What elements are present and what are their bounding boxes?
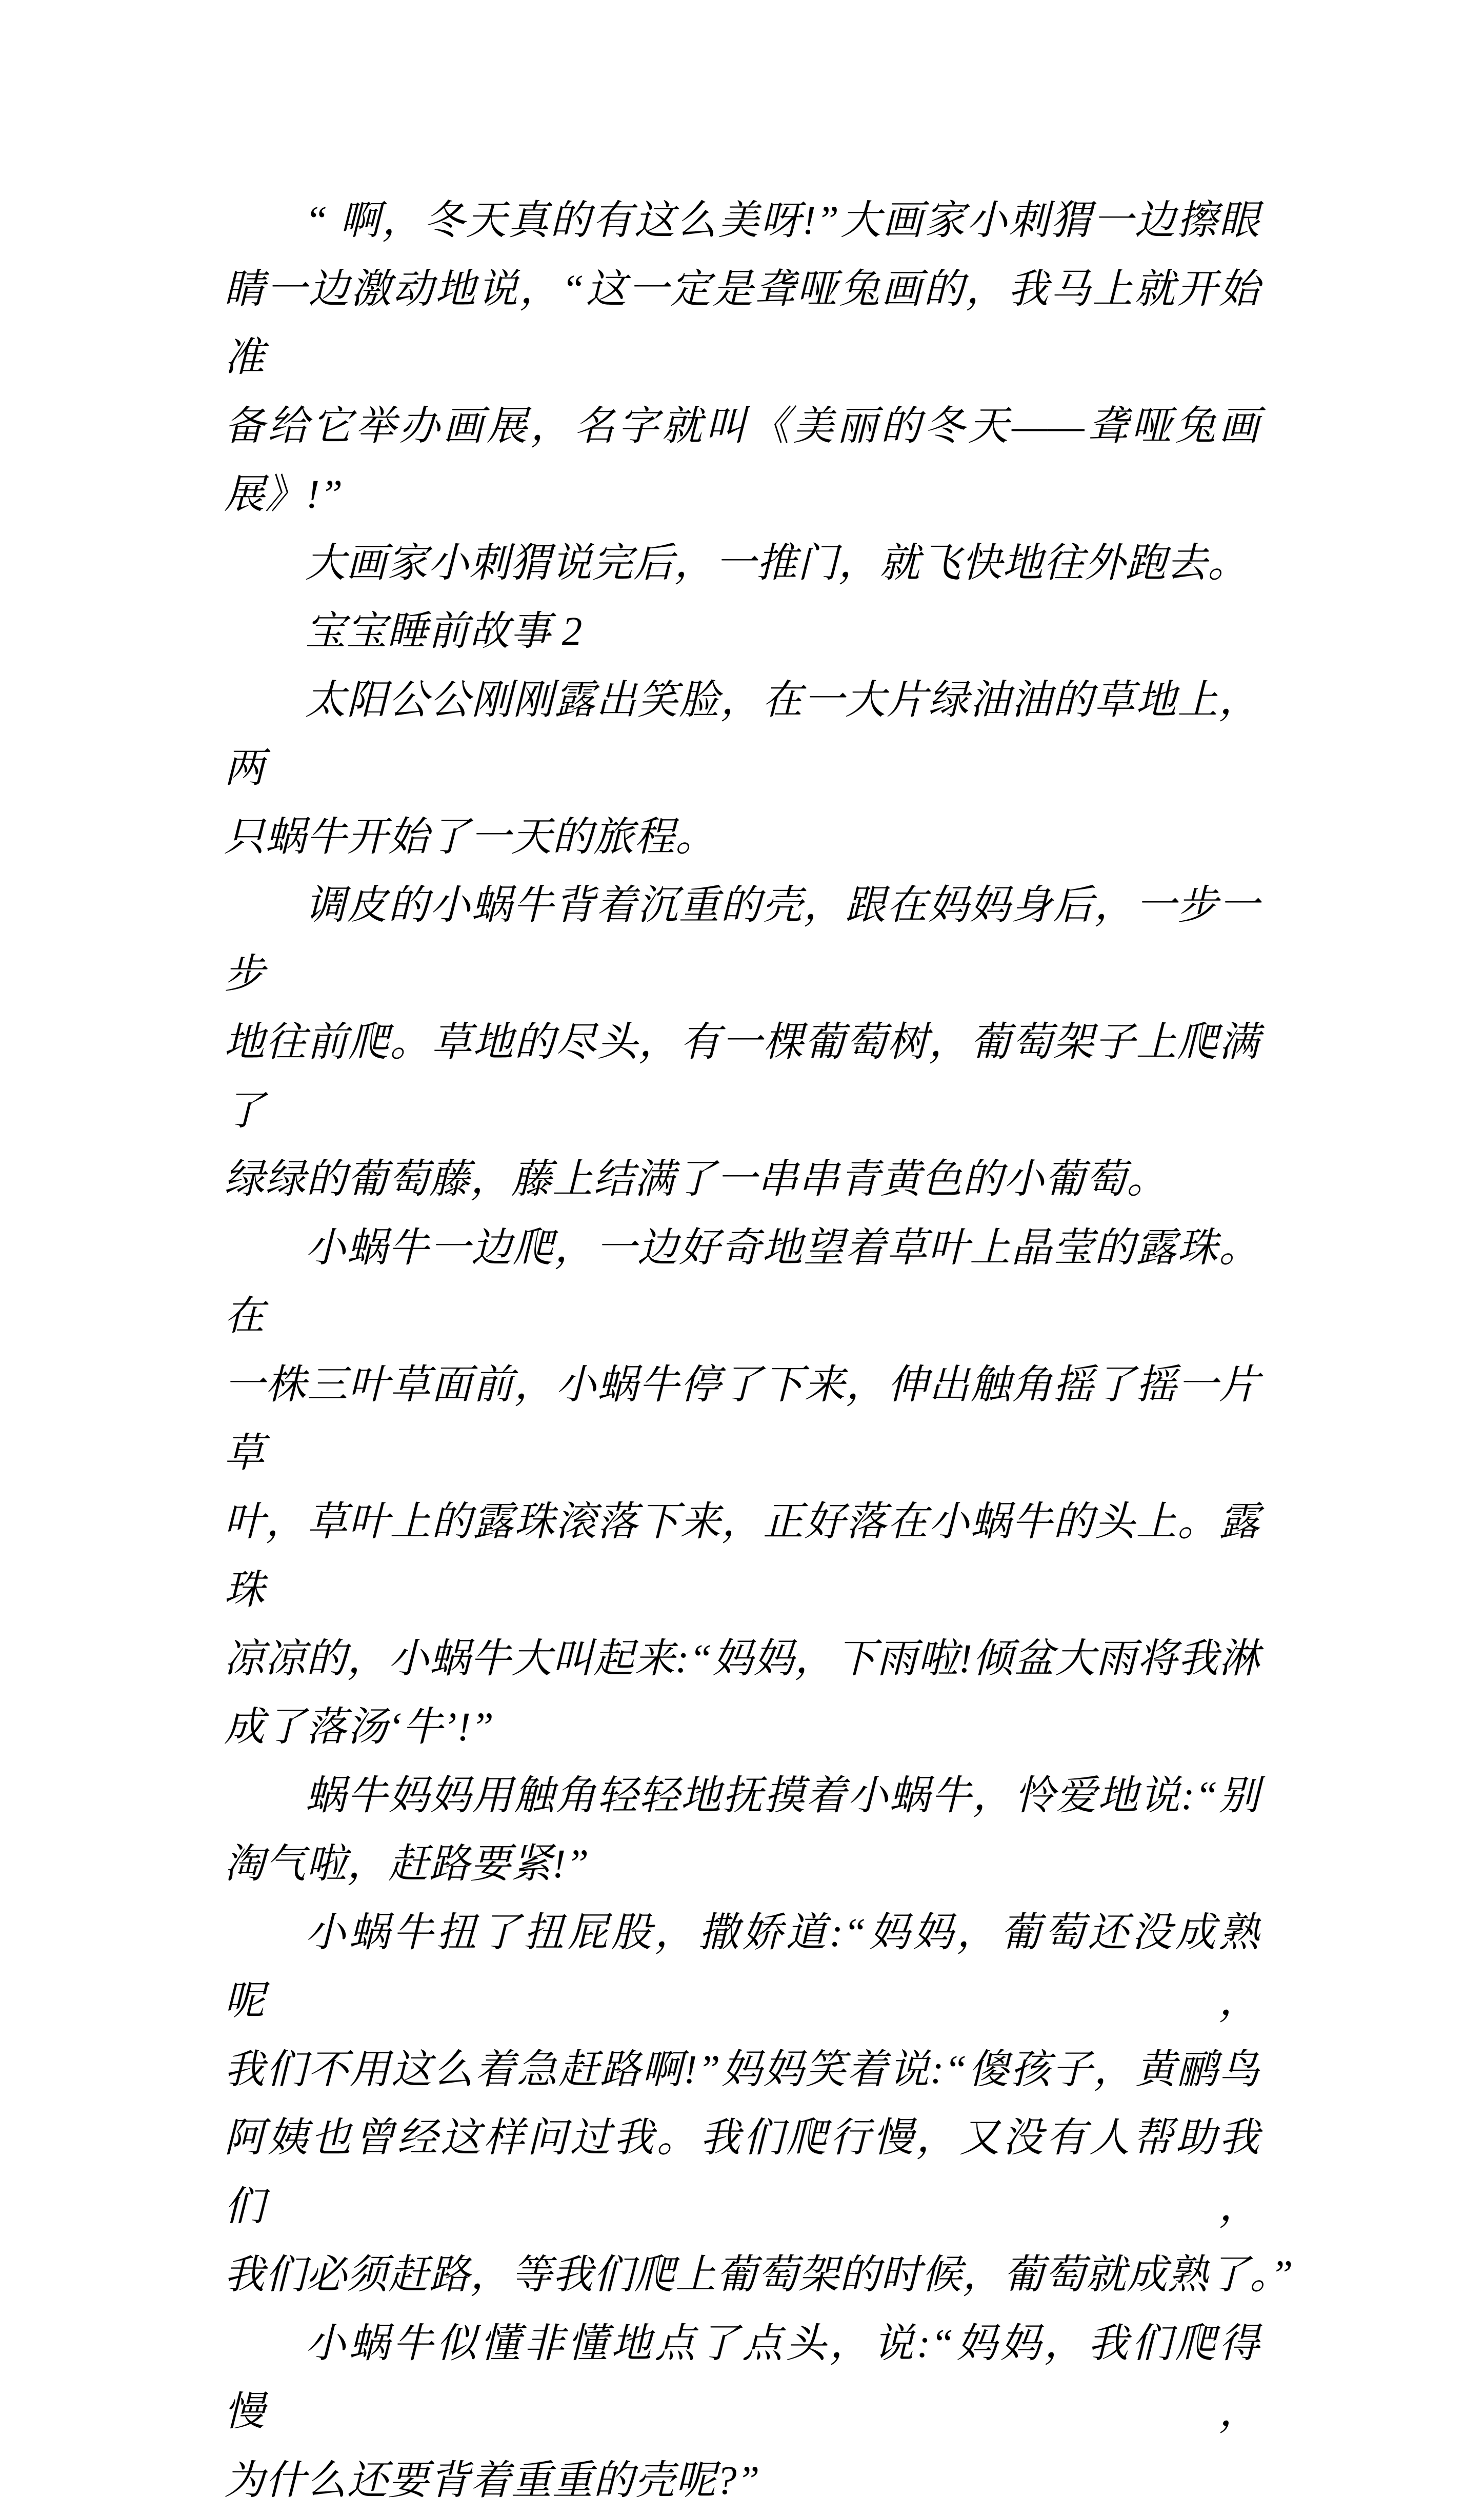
text-line: 叶，草叶上的露珠滚落下来，正好落在小蜗牛的头上。露珠: [224, 1488, 1260, 1625]
text-line: 凉凉的，小蜗牛大叫起来:“妈妈，下雨啦!倾盆大雨将我淋: [224, 1625, 1260, 1694]
text-line: 成了落汤‘牛’!”: [224, 1693, 1260, 1762]
text-line: 调皮的小蜗牛背着沉重的壳，跟在妈妈身后，一步一步: [224, 872, 1260, 1008]
text-line: 备给它举办画展，名字就叫《美丽的冬天——聋哑兔画: [224, 392, 1260, 461]
text-line: 阿姨也曾经这样问过我。我们爬行慢，又没有人帮助我们，: [224, 2104, 1260, 2241]
text-line: 展》!”: [224, 461, 1260, 529]
text-line: “ 啊，冬天真的有这么美呀!”大画家小刺猬一边擦眼: [224, 187, 1260, 255]
text-line: 我们不用这么着急赶路啊!”妈妈笑着说:“傻孩子，黄鹂鸟: [224, 2036, 1260, 2105]
text-line: 小蜗牛一边爬，一边好奇地望着草叶上晶莹的露珠。在: [224, 1214, 1260, 1351]
text-line: 淘气啦，赶路要紧!”: [224, 1830, 1260, 1899]
text-line: 绿绿的葡萄藤，藤上结满了一串串青黄色的小葡萄。: [224, 1145, 1260, 1214]
text-line: 大画家小刺猬说完后，一推门，就飞快地往外跑去。: [224, 529, 1260, 598]
section-heading-line: 宝宝睡前故事 2: [224, 598, 1260, 666]
text-line: 我们必须赶路，等我们爬上葡萄架的时候，葡萄就成熟了。”: [224, 2241, 1260, 2310]
text-line: 蜗牛妈妈用触角轻轻地抚摸着小蜗牛，怜爱地说:“别: [224, 1762, 1260, 1831]
text-line: 太阳公公刚刚露出笑脸，在一大片绿油油的草地上，两: [224, 666, 1260, 803]
text-line: 为什么还要背着重重的壳呢?”: [224, 2447, 1260, 2515]
text-line: 地往前爬。草地的尽头，有一棵葡萄树，葡萄架子上爬满了: [224, 1008, 1260, 1145]
story-text: [224, 187, 1260, 2515]
text-line: 睛一边激动地说，“这一定是聋哑兔画的，我马上就开始准: [224, 255, 1260, 392]
text-line: 小蜗牛扭了扭屁股，撒娇道:“妈妈，葡萄还没成熟呢，: [224, 1899, 1260, 2036]
text-line: 只蜗牛开始了一天的旅程。: [224, 803, 1260, 872]
text-line: 一株三叶草面前，小蜗牛停了下来，伸出触角摇了摇一片草: [224, 1351, 1260, 1488]
text-line: 小蜗牛似懂非懂地点了点头，说:“妈妈，我们爬得慢，: [224, 2310, 1260, 2447]
